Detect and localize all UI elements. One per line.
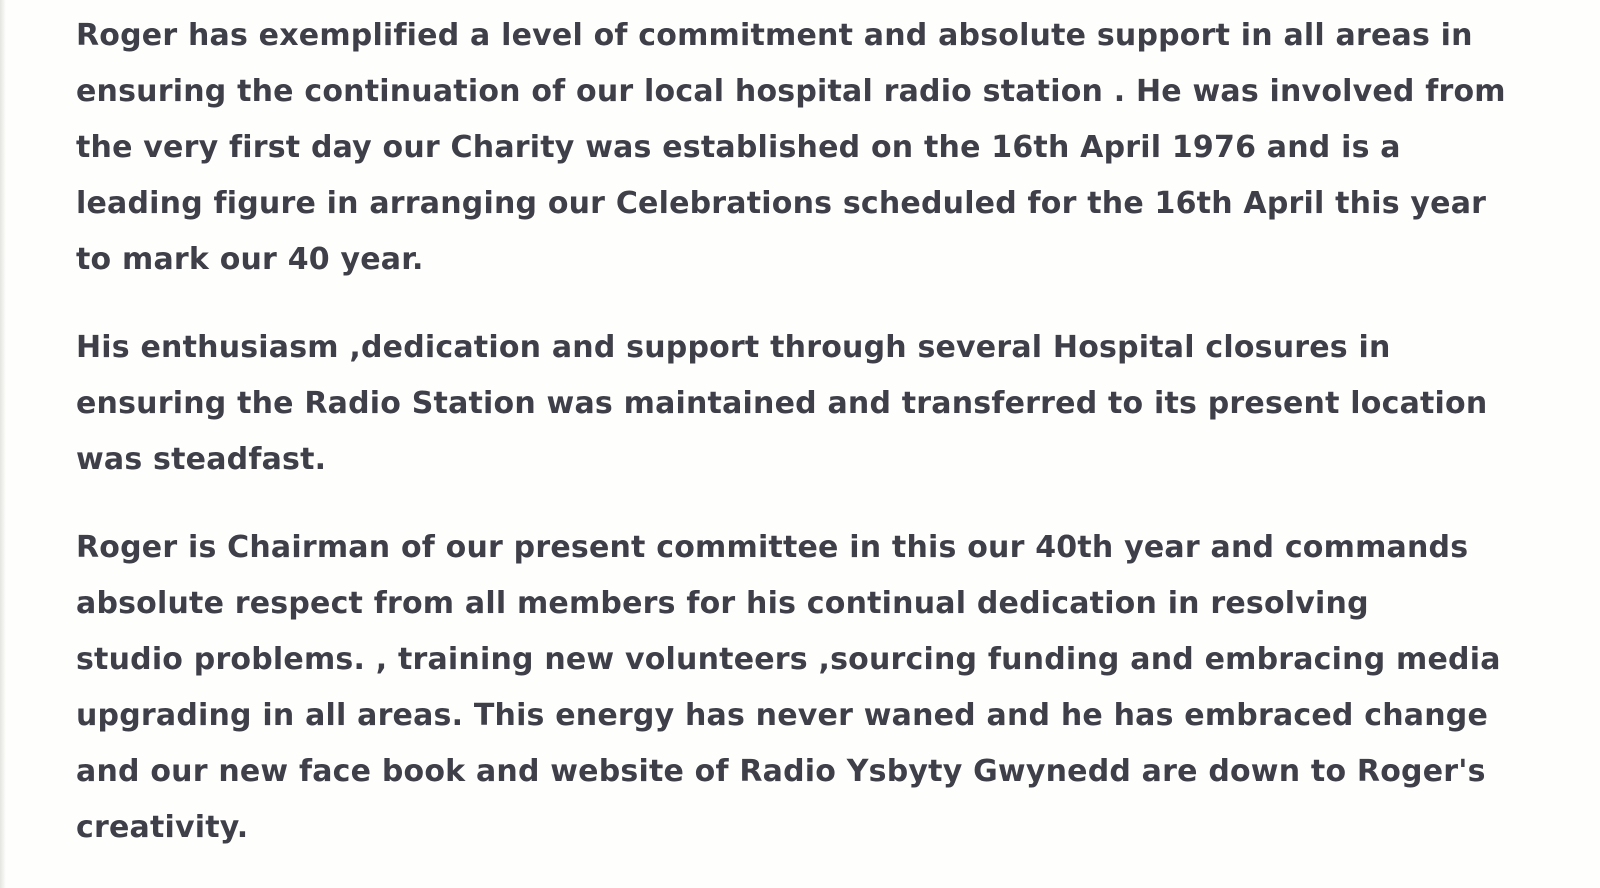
paragraph-1-line-2: ensuring the continuation of our local hospital radio station . He was involved from xyxy=(76,74,1506,109)
paragraph-3-line-5: and our new face book and website of Radio Ysbyty Gwynedd are down to Roger's xyxy=(76,754,1486,789)
paragraph-2-line-1: His enthusiasm ,dedication and support through several Hospital closures in xyxy=(76,330,1391,365)
paragraph-3-line-1: Roger is Chairman of our present committee in this our 40th year and commands xyxy=(76,530,1469,565)
paragraph-3 xyxy=(76,520,1516,856)
paragraph-3-line-2: absolute respect from all members for his continual dedication in resolving xyxy=(76,586,1369,621)
paragraph-3-line-4: upgrading in all areas. This energy has never waned and he has embraced change xyxy=(76,698,1489,733)
paragraph-2-line-2: ensuring the Radio Station was maintained and transferred to its present location xyxy=(76,386,1488,421)
paragraph-3-line-3: studio problems. , training new volunteers ,sourcing funding and embracing media xyxy=(76,642,1501,677)
scan-edge-shadow xyxy=(0,0,6,888)
paragraph-2 xyxy=(76,320,1516,488)
paragraph-gap xyxy=(76,288,1516,320)
paragraph-1-line-1: Roger has exemplified a level of commitment and absolute support in all areas in xyxy=(76,18,1473,53)
paragraph-1-line-3: the very first day our Charity was established on the 16th April 1976 and is a xyxy=(76,130,1401,165)
paragraph-1-line-4: leading figure in arranging our Celebrations scheduled for the 16th April this year xyxy=(76,186,1487,221)
paragraph-gap xyxy=(76,488,1516,520)
paragraph-2-line-3: was steadfast. xyxy=(76,442,327,477)
paragraph-3-line-6: creativity. xyxy=(76,810,249,845)
paragraph-1-line-5: to mark our 40 year. xyxy=(76,242,424,277)
letter-body xyxy=(76,8,1516,856)
paragraph-1 xyxy=(76,8,1516,288)
